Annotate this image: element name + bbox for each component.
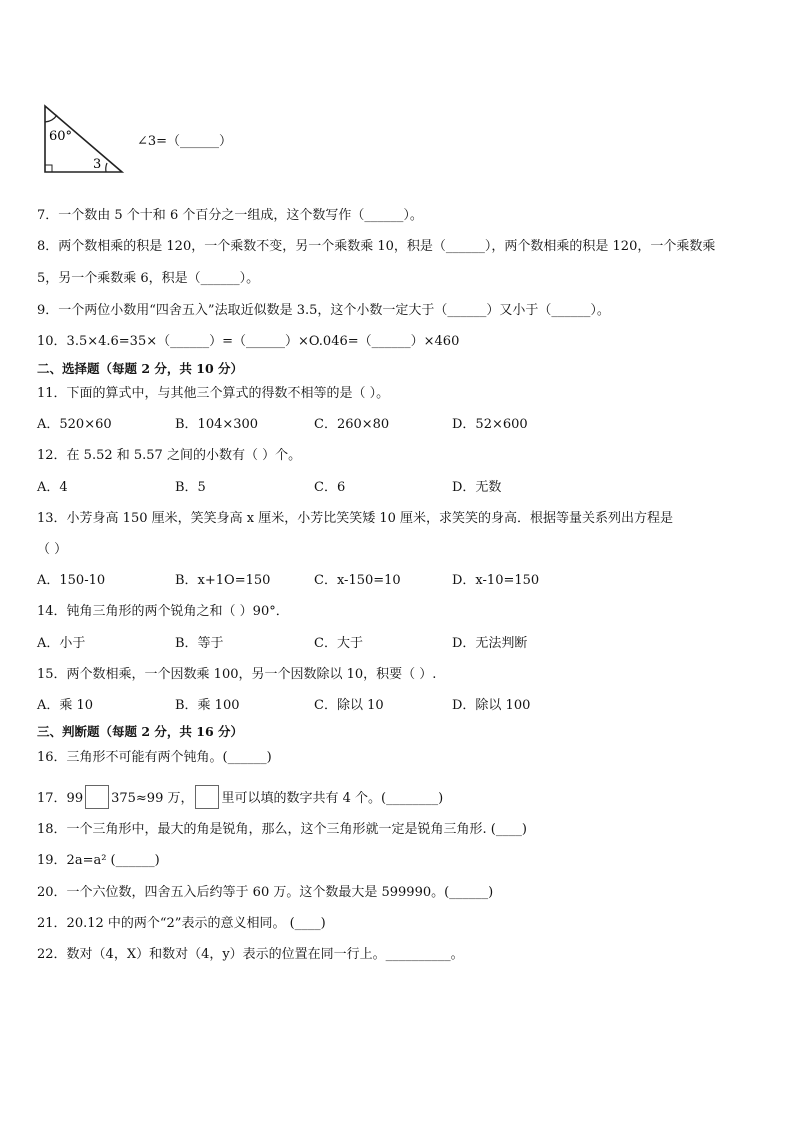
- angle-60-label: 60°: [49, 129, 73, 144]
- question-14: 14．钝角三角形的两个锐角之和（ ）90°．: [37, 604, 289, 619]
- question-13-paren: （ ）: [37, 542, 68, 557]
- question-11-options: [37, 416, 757, 434]
- option-d[interactable]: D．无法判断: [452, 636, 528, 651]
- angle-3-question: ∠3=（______）: [137, 134, 233, 149]
- option-a[interactable]: A．4: [37, 480, 68, 495]
- question-17-part-1: 17．99: [37, 791, 84, 806]
- option-a[interactable]: A．乘 10: [37, 698, 94, 713]
- option-a[interactable]: A．小于: [37, 636, 86, 651]
- option-d[interactable]: D．除以 100: [452, 698, 531, 713]
- question-15: 15．两个数相乘，一个因数乘 100，另一个因数除以 10，积要（ ）.: [37, 667, 437, 682]
- fill-box[interactable]: [195, 785, 219, 809]
- question-22: 22．数对（4，X）和数对（4，y）表示的位置在同一行上。__________。: [37, 947, 464, 962]
- question-12-options: [37, 479, 757, 497]
- question-11: 11．下面的算式中，与其他三个算式的得数不相等的是（ ）。: [37, 386, 390, 401]
- question-17: [37, 785, 443, 809]
- question-15-options: [37, 697, 757, 715]
- question-20: 20．一个六位数，四舍五入后约等于 60 万。这个数最大是 599990。(______): [37, 885, 494, 900]
- section-2-title: 二、选择题（每题 2 分，共 10 分）: [37, 361, 244, 376]
- question-18: 18．一个三角形中，最大的角是锐角，那么，这个三角形就一定是锐角三角形. (____): [37, 822, 527, 837]
- option-b[interactable]: B．104×300: [175, 417, 259, 432]
- question-7: 7．一个数由 5 个十和 6 个百分之一组成，这个数写作（______）。: [37, 208, 423, 223]
- question-21: 21．20.12 中的两个“2”表示的意义相同。 (____): [37, 916, 326, 931]
- question-13-options: [37, 572, 757, 590]
- option-c[interactable]: C．x-150=10: [314, 573, 401, 588]
- option-b[interactable]: B．乘 100: [175, 698, 240, 713]
- option-b[interactable]: B．5: [175, 480, 206, 495]
- question-17-part-3: 里可以填的数字共有 4 个。(________): [221, 791, 444, 806]
- option-c[interactable]: C．260×80: [314, 417, 390, 432]
- option-c[interactable]: C．除以 10: [314, 698, 384, 713]
- question-12: 12．在 5.52 和 5.57 之间的小数有（ ）个。: [37, 448, 302, 463]
- question-9: 9．一个两位小数用“四舍五入”法取近似数是 3.5，这个小数一定大于（______）又小于（______）。: [37, 303, 610, 318]
- fill-box[interactable]: [85, 785, 109, 809]
- question-8-line-1: 8．两个数相乘的积是 120，一个乘数不变，另一个乘数乘 10，积是（______），两个数相乘的积是 120，一个乘数乘: [37, 239, 716, 254]
- option-c[interactable]: C．大于: [314, 636, 363, 651]
- question-19: 19．2a=a² (______): [37, 853, 160, 868]
- triangle-figure: [40, 100, 130, 176]
- angle-3-label: 3: [93, 157, 102, 172]
- option-a[interactable]: A．150-10: [37, 573, 106, 588]
- option-d[interactable]: D．无数: [452, 480, 502, 495]
- bottom-angle-arc: [106, 163, 107, 172]
- option-b[interactable]: B．x+1O=150: [175, 573, 271, 588]
- option-b[interactable]: B．等于: [175, 636, 224, 651]
- question-8-line-2: 5，另一个乘数乘 6，积是（______）。: [37, 271, 260, 286]
- option-c[interactable]: C．6: [314, 480, 346, 495]
- question-16: 16．三角形不可能有两个钝角。(______): [37, 750, 272, 765]
- question-13: 13．小芳身高 150 厘米，笑笑身高 x 厘米，小芳比笑笑矮 10 厘米，求笑笑的身高．根据等量关系列出方程是: [37, 511, 674, 526]
- section-3-title: 三、判断题（每题 2 分，共 16 分）: [37, 724, 244, 739]
- option-d[interactable]: D．x-10=150: [452, 573, 540, 588]
- option-d[interactable]: D．52×600: [452, 417, 528, 432]
- right-angle-mark: [45, 165, 52, 172]
- question-14-options: [37, 635, 757, 653]
- top-angle-arc: [45, 115, 57, 122]
- question-10: 10．3.5×4.6=35×（______）=（______）×O.046=（______）×460: [37, 334, 460, 349]
- option-a[interactable]: A．520×60: [37, 417, 112, 432]
- question-17-part-2: 375≈99 万，: [111, 791, 194, 806]
